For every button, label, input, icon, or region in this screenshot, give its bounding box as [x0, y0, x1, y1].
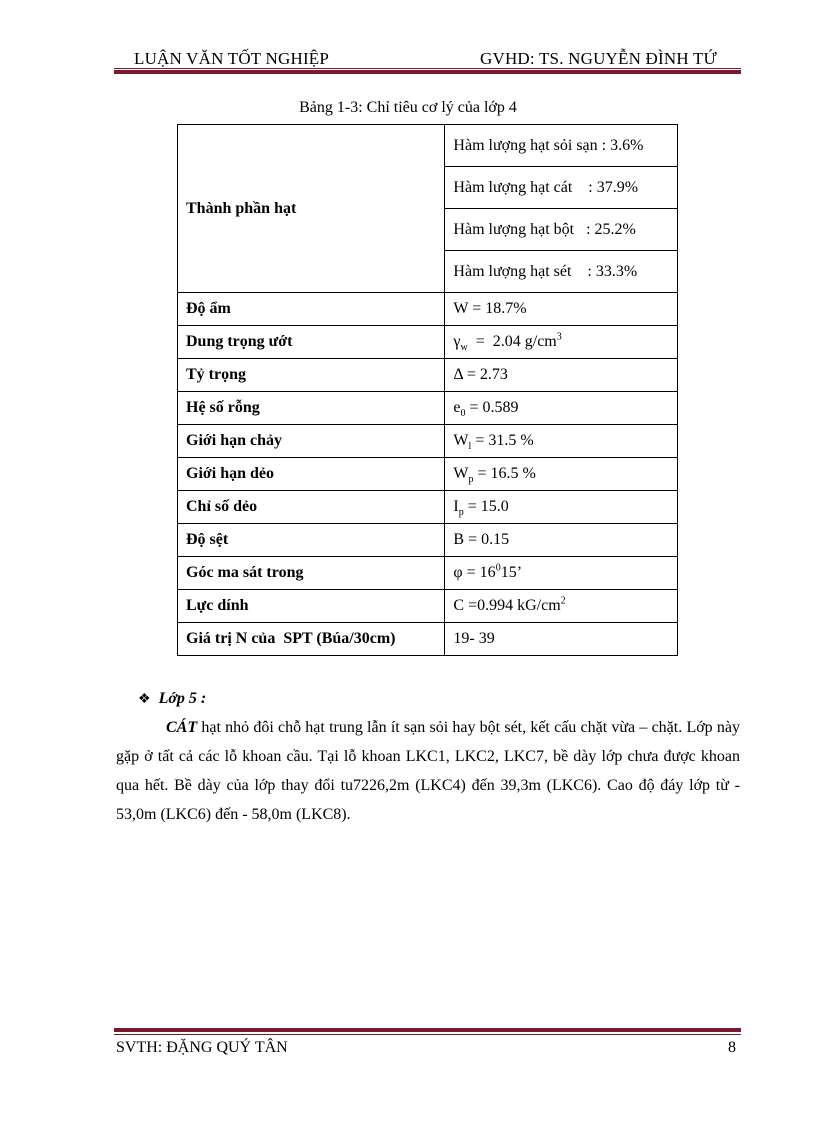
row-value: 19- 39 [445, 623, 678, 656]
row-value: $W_p = 16.5$ % [445, 458, 678, 491]
paragraph-body: hạt nhỏ đôi chỗ hạt trung lẫn ít sạn sỏi hay bột sét, kết cấu chặt vừa – chặt. Lớp này gặp ở tất cả các lỗ khoan cầu. Tại lỗ khoan LKC1, LKC2, LKC7, bề dày lớp chưa được khoan qua hết. Bề dày của lớp thay đổi tu7226,2m (LKC4) đến 39,3m (LKC6). Cao độ đáy lớp từ - 53,0m (LKC6) đến - 58,0m (LKC8). [116, 719, 740, 823]
row-value: $W_l = 31.5$ % [445, 425, 678, 458]
row-value: $\varphi = 16^015$’ [445, 557, 678, 590]
footer-rule [114, 1028, 741, 1032]
row-label: Dung trọng ướt [178, 326, 445, 359]
row-value: $\gamma_w = 2.04$ $g/cm^3$ [445, 326, 678, 359]
row-label: Góc ma sát trong [178, 557, 445, 590]
footer-author: SVTH: ĐẶNG QUÝ TÂN [116, 1039, 288, 1056]
diamond-bullet-icon: ❖ [138, 692, 151, 707]
section-title: Lớp 5 : [158, 690, 207, 707]
row-value: $I_p = 15.0$ [445, 491, 678, 524]
table-row [178, 491, 678, 524]
grain-item: Hàm lượng hạt sét : 33.3% [445, 251, 678, 293]
properties-table [177, 124, 678, 656]
row-value: C =0.994 $kG/cm^2$ [445, 590, 678, 623]
table-row [178, 392, 678, 425]
grain-label: Thành phần hạt [178, 125, 445, 293]
footer-rule-thin [114, 1034, 741, 1035]
row-label: Chỉ số dẻo [178, 491, 445, 524]
table-caption: Bảng 1-3: Chỉ tiêu cơ lý của lớp 4 [299, 99, 517, 116]
page-number: 8 [728, 1039, 736, 1056]
row-value: W = 18.7% [445, 293, 678, 326]
table-row [178, 524, 678, 557]
header-left: LUẬN VĂN TỐT NGHIỆP [134, 49, 330, 68]
row-label: Hệ số rỗng [178, 392, 445, 425]
header-right: GVHD: TS. NGUYỄN ĐÌNH TỨ [480, 49, 717, 68]
row-label: Tỷ trọng [178, 359, 445, 392]
table-row [178, 557, 678, 590]
paragraph-lead: CÁT [166, 719, 198, 736]
row-label: Giới hạn dẻo [178, 458, 445, 491]
row-label: Lực dính [178, 590, 445, 623]
grain-item: Hàm lượng hạt bột : 25.2% [445, 209, 678, 251]
row-label: Độ ẩm [178, 293, 445, 326]
table-row [178, 125, 678, 167]
table-row [178, 590, 678, 623]
table-row [178, 326, 678, 359]
table-row [178, 623, 678, 656]
table-row [178, 458, 678, 491]
grain-item: Hàm lượng hạt cát : 37.9% [445, 167, 678, 209]
table-row [178, 293, 678, 326]
row-value: Δ = 2.73 [445, 359, 678, 392]
section-paragraph [116, 713, 740, 829]
row-value: B = 0.15 [445, 524, 678, 557]
table-row [178, 359, 678, 392]
header-rule [114, 70, 741, 74]
section-heading [138, 688, 206, 711]
table-row [178, 425, 678, 458]
row-label: Giá trị N của SPT (Búa/30cm) [178, 623, 445, 656]
row-label: Độ sệt [178, 524, 445, 557]
header-rule-thin [114, 68, 741, 69]
row-label: Giới hạn chảy [178, 425, 445, 458]
grain-item: Hàm lượng hạt sỏi sạn : 3.6% [445, 125, 678, 167]
row-value: $e_0 = 0.589$ [445, 392, 678, 425]
